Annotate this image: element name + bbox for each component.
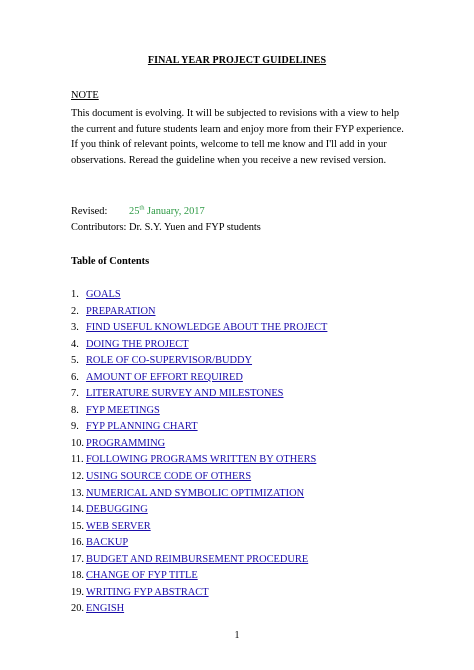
toc-item: [71, 386, 327, 403]
toc-item-number: 9.: [71, 421, 79, 433]
toc-link[interactable]: FOLLOWING PROGRAMS WRITTEN BY OTHERS: [86, 454, 317, 466]
toc-item: [71, 337, 327, 354]
toc-link[interactable]: FYP MEETINGS: [86, 404, 160, 416]
toc-item-number: 2.: [71, 305, 79, 317]
contributors-value: Dr. S.Y. Yuen and FYP students: [129, 222, 261, 233]
toc-item-number: 1.: [71, 289, 79, 300]
toc-item: [71, 370, 327, 387]
toc-link[interactable]: CHANGE OF FYP TITLE: [86, 570, 198, 582]
revised-day-suffix: th: [139, 204, 145, 212]
toc-link[interactable]: ENGISH: [86, 603, 125, 615]
toc-link[interactable]: PREPARATION: [86, 305, 156, 317]
toc-item-number: 11.: [71, 454, 84, 466]
toc-heading: Table of Contents: [71, 256, 150, 267]
toc-item: [71, 486, 327, 503]
toc-item: [71, 436, 327, 453]
revised-day: 25: [129, 206, 140, 217]
page-number: 1: [234, 630, 240, 641]
toc-link[interactable]: DEBUGGING: [86, 504, 148, 516]
toc-item-number: 4.: [71, 338, 79, 350]
toc-item: [71, 287, 327, 304]
toc-item: [71, 452, 327, 469]
revised-line: [71, 206, 205, 217]
toc-link[interactable]: WRITING FYP ABSTRACT: [86, 586, 209, 598]
toc-item: [71, 320, 327, 337]
toc-item-number: 8.: [71, 404, 79, 416]
toc-link[interactable]: BUDGET AND REIMBURSEMENT PROCEDURE: [86, 553, 309, 565]
toc-item-number: 15.: [71, 520, 84, 532]
toc-link[interactable]: AMOUNT OF EFFORT REQUIRED: [86, 371, 243, 383]
toc-item: [71, 585, 327, 602]
toc-link[interactable]: FYP PLANNING CHART: [86, 421, 198, 433]
contributors-line: [71, 222, 261, 233]
contributors-label: Contributors:: [71, 222, 127, 233]
toc-link[interactable]: FIND USEFUL KNOWLEDGE ABOUT THE PROJECT: [86, 322, 328, 334]
toc-item: [71, 304, 327, 321]
toc-link[interactable]: USING SOURCE CODE OF OTHERS: [86, 471, 252, 483]
toc-item: [71, 552, 327, 569]
toc-item-number: 18.: [71, 570, 84, 582]
revised-month-year: January, 2017: [144, 206, 205, 217]
toc-item: [71, 601, 327, 618]
toc-item-number: 20.: [71, 603, 84, 615]
toc-item-number: 19.: [71, 586, 84, 598]
toc-item-number: 10.: [71, 437, 84, 449]
table-of-contents: [71, 287, 327, 618]
toc-link[interactable]: GOALS: [86, 289, 121, 300]
toc-item: [71, 502, 327, 519]
toc-item-number: 14.: [71, 504, 84, 516]
revised-date: [129, 206, 205, 217]
toc-link[interactable]: PROGRAMMING: [86, 437, 166, 449]
note-text: This document is evolving. It will be subjected to revisions with a view to help the current and future students learn and enjoy more from their FYP experience. If you think of relevant points, welcome to tell me know and I'll add in your observations. Reread the guideline when you receive a new revised version.: [71, 108, 404, 167]
toc-item: [71, 403, 327, 420]
toc-link[interactable]: BACKUP: [86, 537, 129, 549]
toc-item-number: 5.: [71, 355, 79, 367]
toc-item: [71, 353, 327, 370]
toc-link[interactable]: WEB SERVER: [86, 520, 151, 532]
note-heading: NOTE: [71, 90, 99, 101]
revised-label: Revised:: [71, 206, 108, 217]
toc-item-number: 3.: [71, 322, 79, 334]
toc-item: [71, 469, 327, 486]
toc-link[interactable]: ROLE OF CO-SUPERVISOR/BUDDY: [86, 355, 253, 367]
toc-item-number: 6.: [71, 371, 79, 383]
toc-item: [71, 568, 327, 585]
toc-item-number: 7.: [71, 388, 79, 400]
toc-item-number: 12.: [71, 471, 84, 483]
toc-link[interactable]: NUMERICAL AND SYMBOLIC OPTIMIZATION: [86, 487, 305, 499]
toc-link[interactable]: DOING THE PROJECT: [86, 338, 189, 350]
toc-item: [71, 535, 327, 552]
toc-item-number: 16.: [71, 537, 84, 549]
toc-link[interactable]: LITERATURE SURVEY AND MILESTONES: [86, 388, 284, 400]
toc-item-number: 17.: [71, 553, 84, 565]
toc-item-number: 13.: [71, 487, 84, 499]
document-title: FINAL YEAR PROJECT GUIDELINES: [147, 55, 327, 66]
toc-item: [71, 519, 327, 536]
toc-item: [71, 419, 327, 436]
